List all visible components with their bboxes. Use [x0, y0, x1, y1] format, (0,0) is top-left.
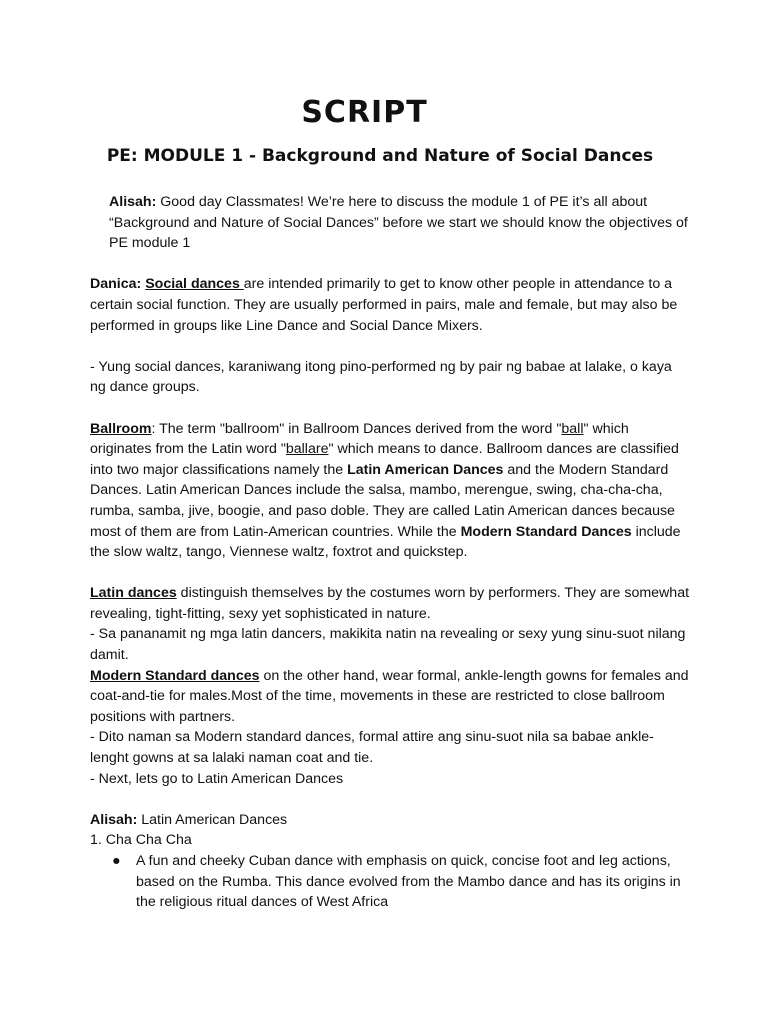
paragraph-modern-standard	[90, 666, 690, 728]
document-title: SCRIPT	[301, 95, 428, 130]
word-ballare: ballare	[285, 441, 329, 458]
bullet-text: A fun and cheeky Cuban dance with emphasis on quick, concise foot and leg actions, based on the Rumba. This dance evolved from the Mambo dance and has its origins in the religious ritual dances of West Africa	[136, 853, 681, 911]
term-ballroom: Ballroom	[90, 420, 152, 437]
paragraph-intro	[90, 192, 690, 254]
word-ball: ball	[561, 420, 584, 437]
paragraph-text: include the slow waltz, tango, Viennese waltz, foxtrot and quickstep.	[90, 523, 681, 561]
paragraph-text: Good day Classmates! We’re here to discuss the module 1 of PE it’s all about “Background and Nature of Social Dances” before we start we should know the objectives of PE module 1	[109, 194, 688, 252]
paragraph-latin-dances	[90, 583, 690, 624]
paragraph-text: and the Modern Standard Dances. Latin American Dances include the salsa, mambo, merengue, swing, cha-cha-cha, rumba, samba, jive, boogie, and paso doble. They are called Latin American dances because most of them are from Latin-American countries. While the	[90, 461, 675, 540]
list-item-cha-cha-cha: 1. Cha Cha Cha	[90, 832, 192, 849]
paragraph-text: " which means to dance. Ballroom dances are classified into two major classifications namely the	[90, 441, 679, 478]
term-latin-american-dances: Latin American Dances	[347, 461, 504, 478]
paragraph-ballroom	[90, 419, 690, 563]
paragraph-text: Latin American Dances	[137, 811, 288, 828]
speaker-name: Alisah:	[90, 811, 138, 828]
paragraph-latin-american-heading	[90, 810, 690, 831]
bullet-icon: ●	[112, 853, 121, 869]
document-subtitle: PE: MODULE 1 - Background and Nature of Social Dances	[106, 146, 654, 166]
paragraph-text: are intended primarily to get to know other people in attendance to a certain social function. They are usually performed in pairs, male and female, but may also be performed in groups like Line Dance and Social Dance Mixers.	[90, 276, 678, 334]
paragraph-social-dances	[90, 274, 690, 336]
paragraph-text: " which originates from the Latin word "	[90, 420, 629, 458]
term-modern-standard-dances: Modern Standard Dances	[460, 523, 632, 540]
term-modern-standard-dances: Modern Standard dances	[90, 667, 260, 684]
paragraph-modern-translation: - Dito naman sa Modern standard dances, formal attire ang sinu-suot nila sa babae ankle-lenght gowns at sa lalaki naman coat and tie.	[90, 729, 654, 767]
term-social-dances: Social dances	[145, 276, 244, 293]
paragraph-latin-translation: - Sa pananamit ng mga latin dancers, makikita natin na revealing or sexy yung sinu-suot nilang damit.	[90, 626, 686, 664]
paragraph-next: - Next, lets go to Latin American Dances	[90, 770, 344, 787]
speaker-name: Alisah:	[109, 194, 157, 210]
speaker-name: Danica:	[90, 276, 142, 293]
paragraph-text: : The term "ballroom" in Ballroom Dances derived from the word "	[151, 420, 562, 437]
bullet-item	[90, 851, 690, 913]
paragraph-text: on the other hand, wear formal, ankle-length gowns for females and coat-and-tie for males.Most of the time, movements in these are restricted to close ballroom positions with partners.	[90, 667, 689, 725]
paragraph-text: distinguish themselves by the costumes worn by performers. They are somewhat revealing, tight-fitting, sexy yet sophisticated in nature.	[90, 585, 690, 622]
script-body	[90, 192, 690, 913]
paragraph-social-dances-translation: - Yung social dances, karaniwang itong pino-performed ng by pair ng babae at lalake, o kaya ng dance groups.	[90, 358, 672, 396]
term-latin-dances: Latin dances	[90, 585, 177, 602]
